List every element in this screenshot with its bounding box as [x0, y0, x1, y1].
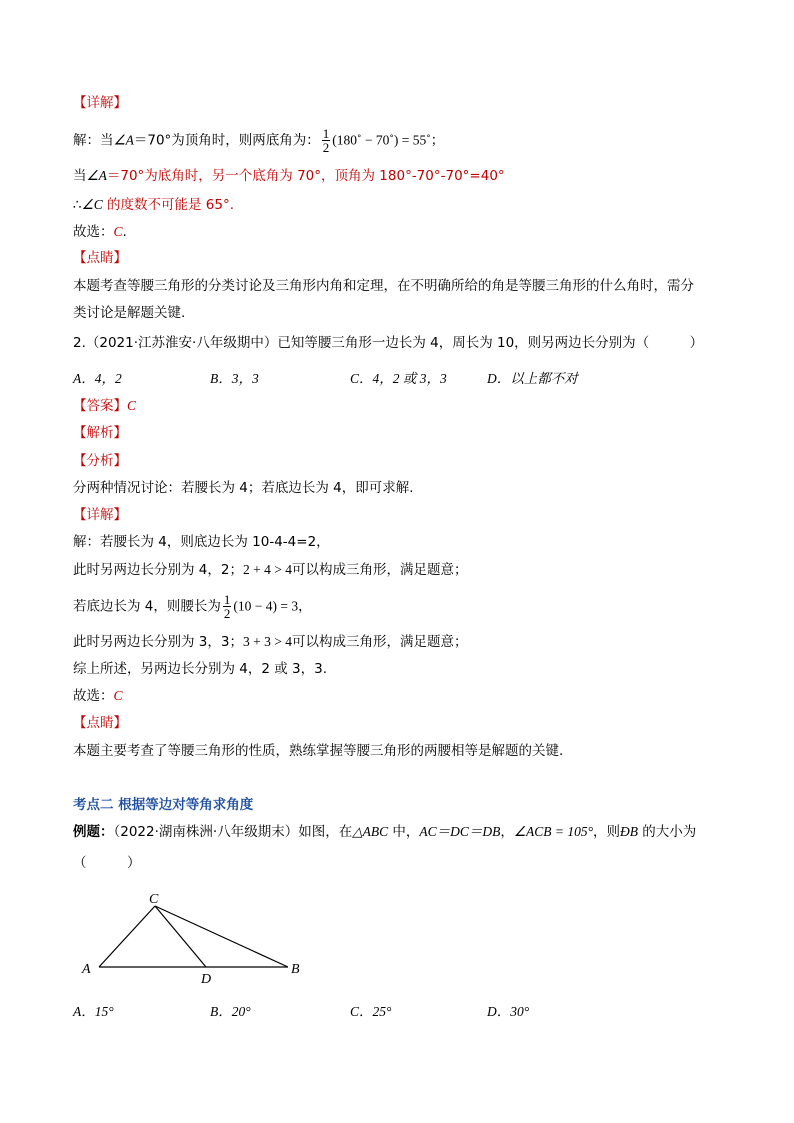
triangle-figure: [70, 892, 330, 992]
section-title: 考点二 根据等边对等角求角度: [73, 797, 254, 813]
q2-solution-line-6: 故选：C: [73, 688, 123, 704]
label-b: B: [291, 962, 300, 977]
comment-line-1: 本题考查等腰三角形的分类讨论及三角形内角和定理，在不明确所给的角是等腰三角形的什么角时，需分: [73, 278, 694, 294]
q2-comment-text: 本题主要考查了等腰三角形的性质，熟练掌握等腰三角形的两腰相等是解题的关键.: [73, 743, 564, 759]
example-stem: 例题：（2022·湖南株洲·八年级期末）如图，在△ABC 中，AC＝DC＝DB，∠ACB = 105°，则ÐB 的大小为: [73, 824, 697, 840]
solution-line-1: [73, 127, 444, 154]
example-option-c: C．25°: [350, 1004, 392, 1019]
fenxi-heading: 【分析】: [73, 453, 127, 469]
option-a: A．4，2: [73, 371, 122, 386]
text: ＝70°为顶角时，则两底角为：: [133, 132, 320, 149]
option-c: C．4，2 或 3，3: [350, 371, 447, 386]
option-b: B．3，3: [210, 371, 259, 386]
edge-ac: [99, 906, 155, 967]
option-d: D．以上都不对: [487, 371, 578, 386]
edge-cd: [155, 906, 206, 967]
q2-solution-line-5: 综上所述，另两边长分别为 4，2 或 3，3.: [73, 661, 328, 677]
question-2-stem: 2.（2021·江苏淮安·八年级期中）已知等腰三角形一边长为 4，周长为 10，则另两边长分别为（ ）: [73, 335, 704, 351]
q2-solution-line-2: 此时另两边长分别为 4，2；2 + 4 > 4可以构成三角形，满足题意；: [73, 562, 468, 578]
comment-line-2: 类讨论是解题关键.: [73, 305, 186, 321]
detail-heading-2: 【详解】: [73, 507, 127, 523]
example-option-b: B．20°: [210, 1004, 251, 1019]
q2-solution-line-3: 若底边长为 4，则腰长为 $\frac{1}{2}$ (10 − 4) = 3，: [73, 592, 312, 621]
math: (180˚ − 70˚) = 55˚: [332, 132, 431, 148]
detail-heading: 【详解】: [73, 95, 127, 111]
fraction: $\frac{1}{2}$: [322, 126, 330, 155]
comment-heading: 【点睛】: [73, 250, 127, 266]
solution-line-2: 当∠A＝70°为底角时，另一个底角为 70°，顶角为 180°-70°-70°=40°: [73, 168, 505, 184]
math: ∠A: [113, 132, 134, 148]
fenxi-text: 分两种情况讨论：若腰长为 4；若底边长为 4，即可求解.: [73, 480, 414, 496]
solution-line-4: 故选：C.: [73, 224, 127, 240]
solution-line-3: ∴∠C 的度数不可能是 65°.: [73, 197, 235, 213]
example-paren: （ ）: [73, 855, 141, 871]
example-option-a: A．15°: [73, 1004, 114, 1019]
answer-line: 【答案】C: [73, 398, 137, 414]
fraction: $\frac{1}{2}$: [223, 592, 231, 621]
comment-heading-2: 【点睛】: [73, 715, 127, 731]
analysis-heading: 【解析】: [73, 425, 127, 441]
label-c: C: [149, 892, 159, 907]
edge-cb: [155, 906, 288, 967]
text: ；: [430, 132, 445, 149]
text: 解：当: [73, 132, 114, 149]
label-d: D: [201, 972, 212, 987]
q2-solution-line-1: 解：若腰长为 4，则底边长为 10-4-4=2，: [73, 534, 330, 550]
example-option-d: D．30°: [487, 1004, 530, 1019]
label-a: A: [82, 962, 91, 977]
q2-solution-line-4: 此时另两边长分别为 3，3；3 + 3 > 4可以构成三角形，满足题意；: [73, 634, 468, 650]
